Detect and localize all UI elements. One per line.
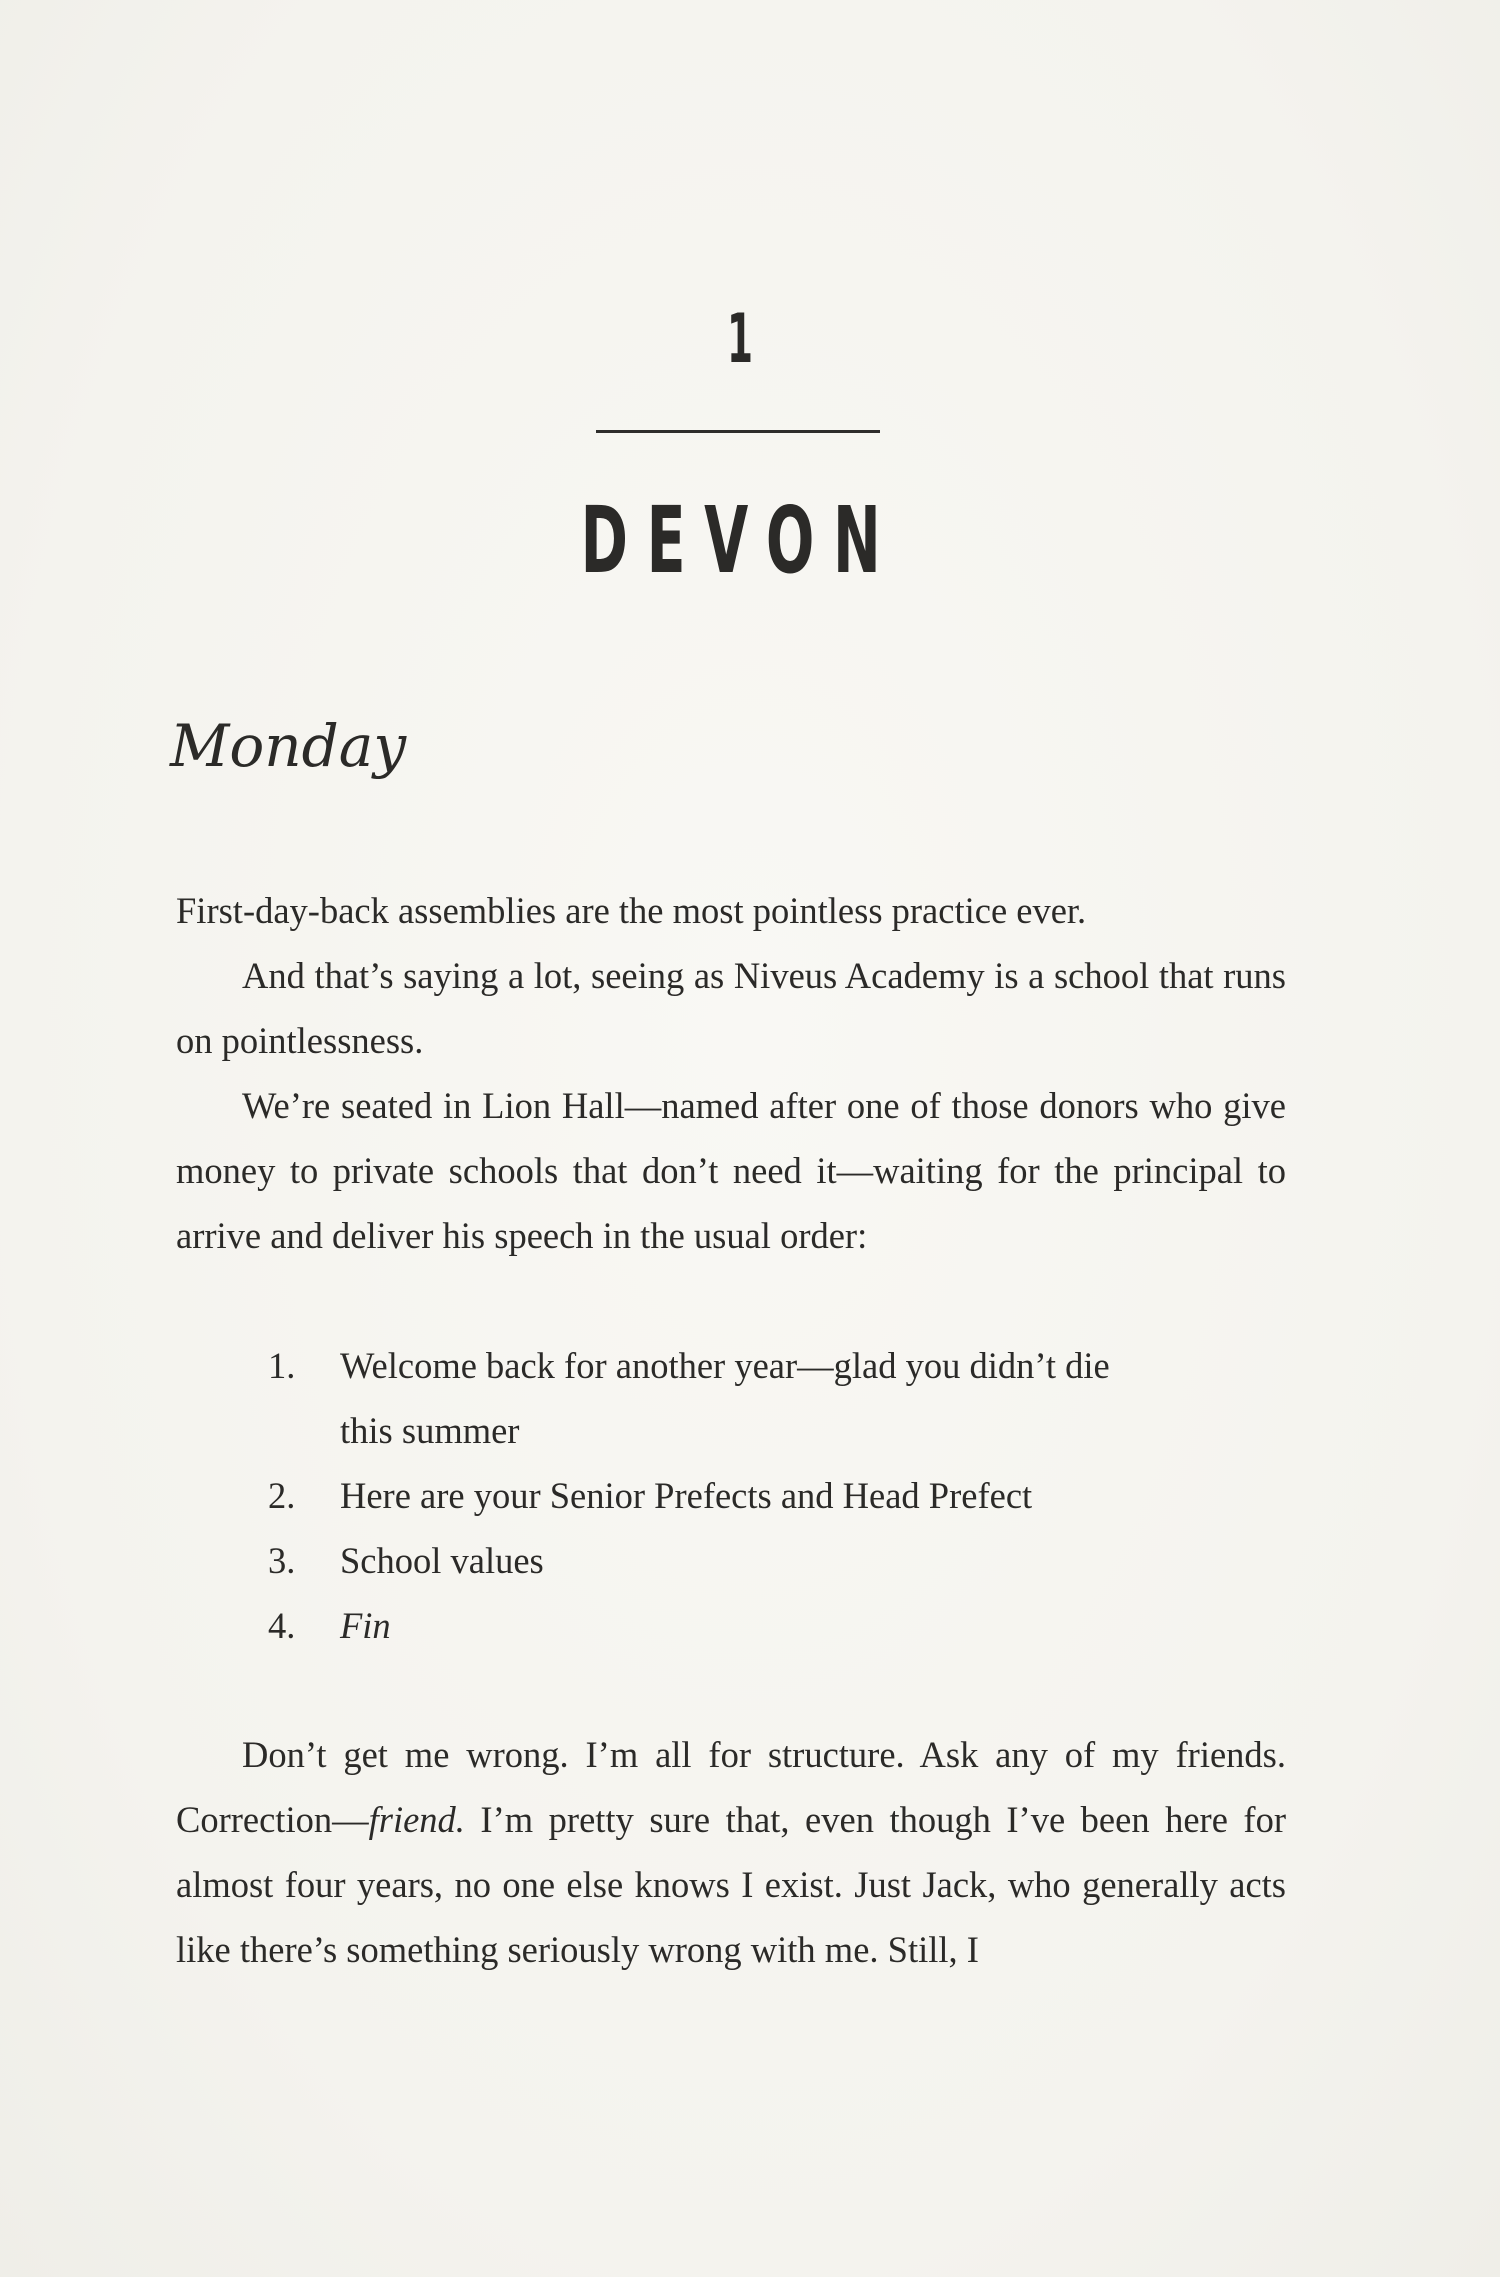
day-heading: Monday (170, 712, 407, 780)
list-item-number: 1. (268, 1345, 296, 1386)
chapter-number: 1 (726, 300, 754, 379)
paragraph-4 (176, 1722, 1286, 1982)
paragraph-2: And that’s saying a lot, seeing as Niveus Academy is a school that runs on pointlessness. (176, 955, 1286, 1061)
list-item-text: Fin (340, 1605, 391, 1646)
list-item (268, 1333, 1148, 1463)
list-item (268, 1593, 1148, 1658)
paragraph-4-text-start: Don’t get me wrong. I’m all for structure. Ask any of my friends. Correction— (176, 1734, 1286, 1840)
paragraph-3: We’re seated in Lion Hall—named after one of those donors who give money to private schools that don’t need it—waiting for the principal to arrive and deliver his speech in the usual order: (176, 1085, 1286, 1256)
list-item-text: Here are your Senior Prefects and Head Prefect (340, 1475, 1033, 1516)
list-item-text: Welcome back for another year—glad you didn’t die this summer (340, 1345, 1110, 1451)
list-item-number: 4. (268, 1605, 296, 1646)
paragraph-1: First-day-back assemblies are the most pointless practice ever. (176, 890, 1087, 931)
chapter-title: DEVON (580, 487, 900, 594)
paragraph-4-text-end: I’m pretty sure that, even though I’ve been here for almost four years, no one else knows I exist. Just Jack, who generally acts like there’s something seriously wrong with me. Still, I (176, 1799, 1286, 1970)
list-item (268, 1528, 1148, 1593)
list-item-number: 3. (268, 1540, 296, 1581)
list-item-number: 2. (268, 1475, 296, 1516)
chapter-divider (596, 430, 880, 433)
speech-order-list (268, 1333, 1148, 1658)
list-item (268, 1463, 1148, 1528)
list-item-text: School values (340, 1540, 544, 1581)
paragraph-4-emphasis: friend. (368, 1799, 465, 1840)
